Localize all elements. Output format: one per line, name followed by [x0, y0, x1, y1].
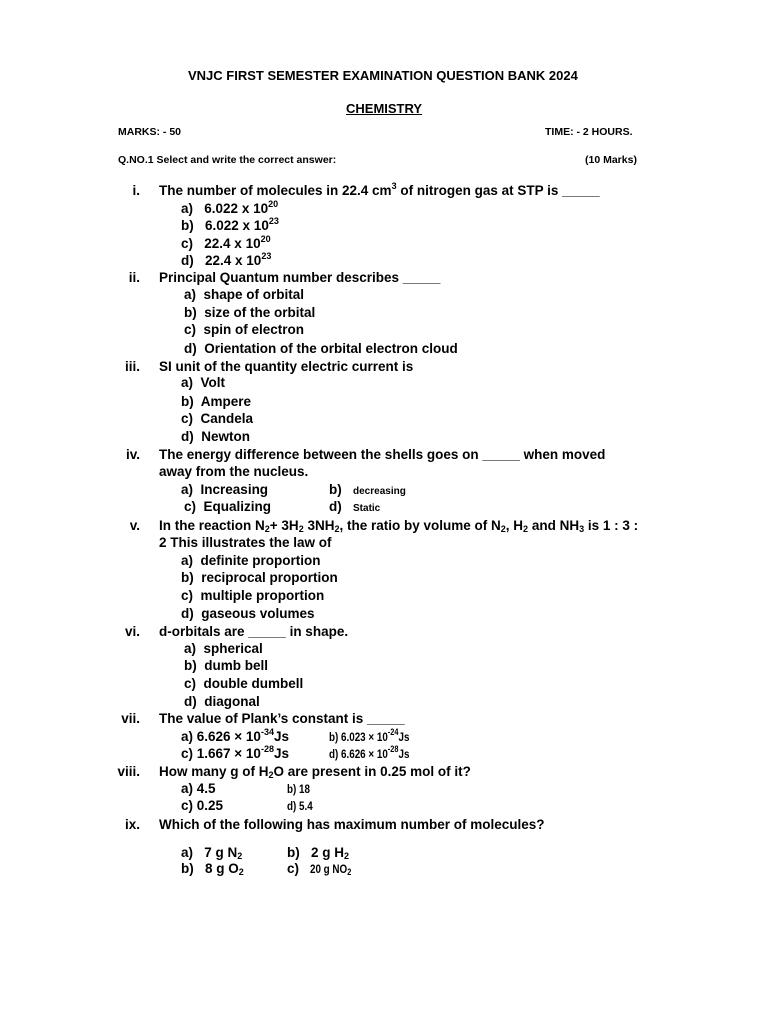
option-a: a) definite proportion [181, 553, 321, 568]
option-c: c) double dumbell [184, 676, 304, 691]
option-d: c) 20 g $NO_2$ [287, 861, 352, 877]
option-a: a) 4.5 [181, 781, 216, 796]
question-number: iii. [124, 359, 140, 374]
option-b: b) decreasing [329, 482, 406, 497]
question-text: Principal Quantum number describes _____ [159, 270, 441, 285]
option-d: d) Newton [181, 429, 251, 444]
question-number: ix. [124, 817, 140, 832]
option-a: a) Volt [181, 375, 226, 390]
question-number: i. [132, 183, 140, 198]
option-b: b) 6.022 x $10^{23}$ [181, 216, 279, 233]
option-b: b) 2 g $H_2$ [287, 845, 350, 861]
option-a: a) Increasing [181, 482, 269, 497]
marks-label: MARKS: - 50 [118, 126, 182, 138]
question-text-continued: 2 This illustrates the law of [159, 535, 332, 550]
option-b: b) reciprocal proportion [181, 570, 338, 585]
option-c: c) Candela [181, 411, 254, 426]
question-text: SI unit of the quantity electric current is [159, 359, 414, 374]
option-b: b) dumb bell [184, 658, 269, 673]
option-b: b) Ampere [181, 394, 252, 409]
question-text-continued: away from the nucleus. [159, 464, 309, 479]
option-a: a) spherical [184, 641, 263, 656]
option-d: d) Orientation of the orbital electron cloud [184, 341, 458, 356]
section-instruction: Q.NO.1 Select and write the correct answer: [118, 154, 337, 166]
option-c: c) 22.4 x $10^{20}$ [181, 234, 271, 251]
option-a: a) $6.626 \times 10^{-34}Js$ [181, 727, 289, 744]
question-text: How many g of $H_2O$ are present in 0.25 mol of it? [159, 764, 471, 780]
option-d: d) gaseous volumes [181, 606, 315, 621]
option-c: c) 0.25 [181, 798, 224, 813]
subject-heading: CHEMISTRY [346, 101, 423, 116]
question-number: v. [129, 518, 140, 533]
question-text: The number of molecules in 22.4 $cm^3$ of nitrogen gas at STP is _____ [159, 181, 600, 198]
question-number: ii. [128, 270, 140, 285]
option-b: b) size of the orbital [184, 305, 316, 320]
question-text: d-orbitals are _____ in shape. [159, 624, 349, 639]
option-b: b) 18 [287, 782, 310, 796]
option-d: d) 22.4 x $10^{23}$ [181, 251, 272, 268]
option-c: c) multiple proportion [181, 588, 325, 603]
question-number: vii. [121, 711, 140, 726]
question-number: vi. [124, 624, 140, 639]
option-a: a) 6.022 x $10^{20}$ [181, 199, 279, 216]
paper-title: VNJC FIRST SEMESTER EXAMINATION QUESTION BANK 2024 [188, 68, 578, 83]
question-number: viii. [117, 764, 140, 779]
question-number: iv. [125, 447, 140, 462]
option-c: c) $1.667 \times 10^{-28}Js$ [181, 744, 289, 761]
section-marks: (10 Marks) [585, 154, 637, 166]
option-d: d) diagonal [184, 694, 260, 709]
option-c: b) 8 g $O_2$ [181, 861, 244, 877]
option-d: d) $6.626 \times 10^{-28}Js$ [329, 744, 410, 761]
option-d: d) 5.4 [287, 799, 313, 813]
question-text: The value of Plank’s constant is _____ [159, 711, 405, 726]
question-text: The energy difference between the shells goes on _____ when moved [159, 447, 606, 462]
option-a: a) shape of orbital [184, 287, 305, 302]
option-c: c) spin of electron [184, 322, 305, 337]
option-a: a) 7 g $N_2$ [181, 845, 243, 861]
time-label: TIME: - 2 HOURS. [545, 126, 633, 138]
option-d: d) Static [329, 499, 381, 514]
option-c: c) Equalizing [184, 499, 272, 514]
option-b: b) $6.023 \times 10^{-24}Js$ [329, 727, 410, 744]
question-text: Which of the following has maximum number of molecules? [159, 817, 545, 832]
question-text: In the reaction $N_2+ 3H_2$ $3NH_2$, the ratio by volume of $N_2$, $H_2$ and $NH_3$ is 1 : 3 : [159, 518, 639, 534]
